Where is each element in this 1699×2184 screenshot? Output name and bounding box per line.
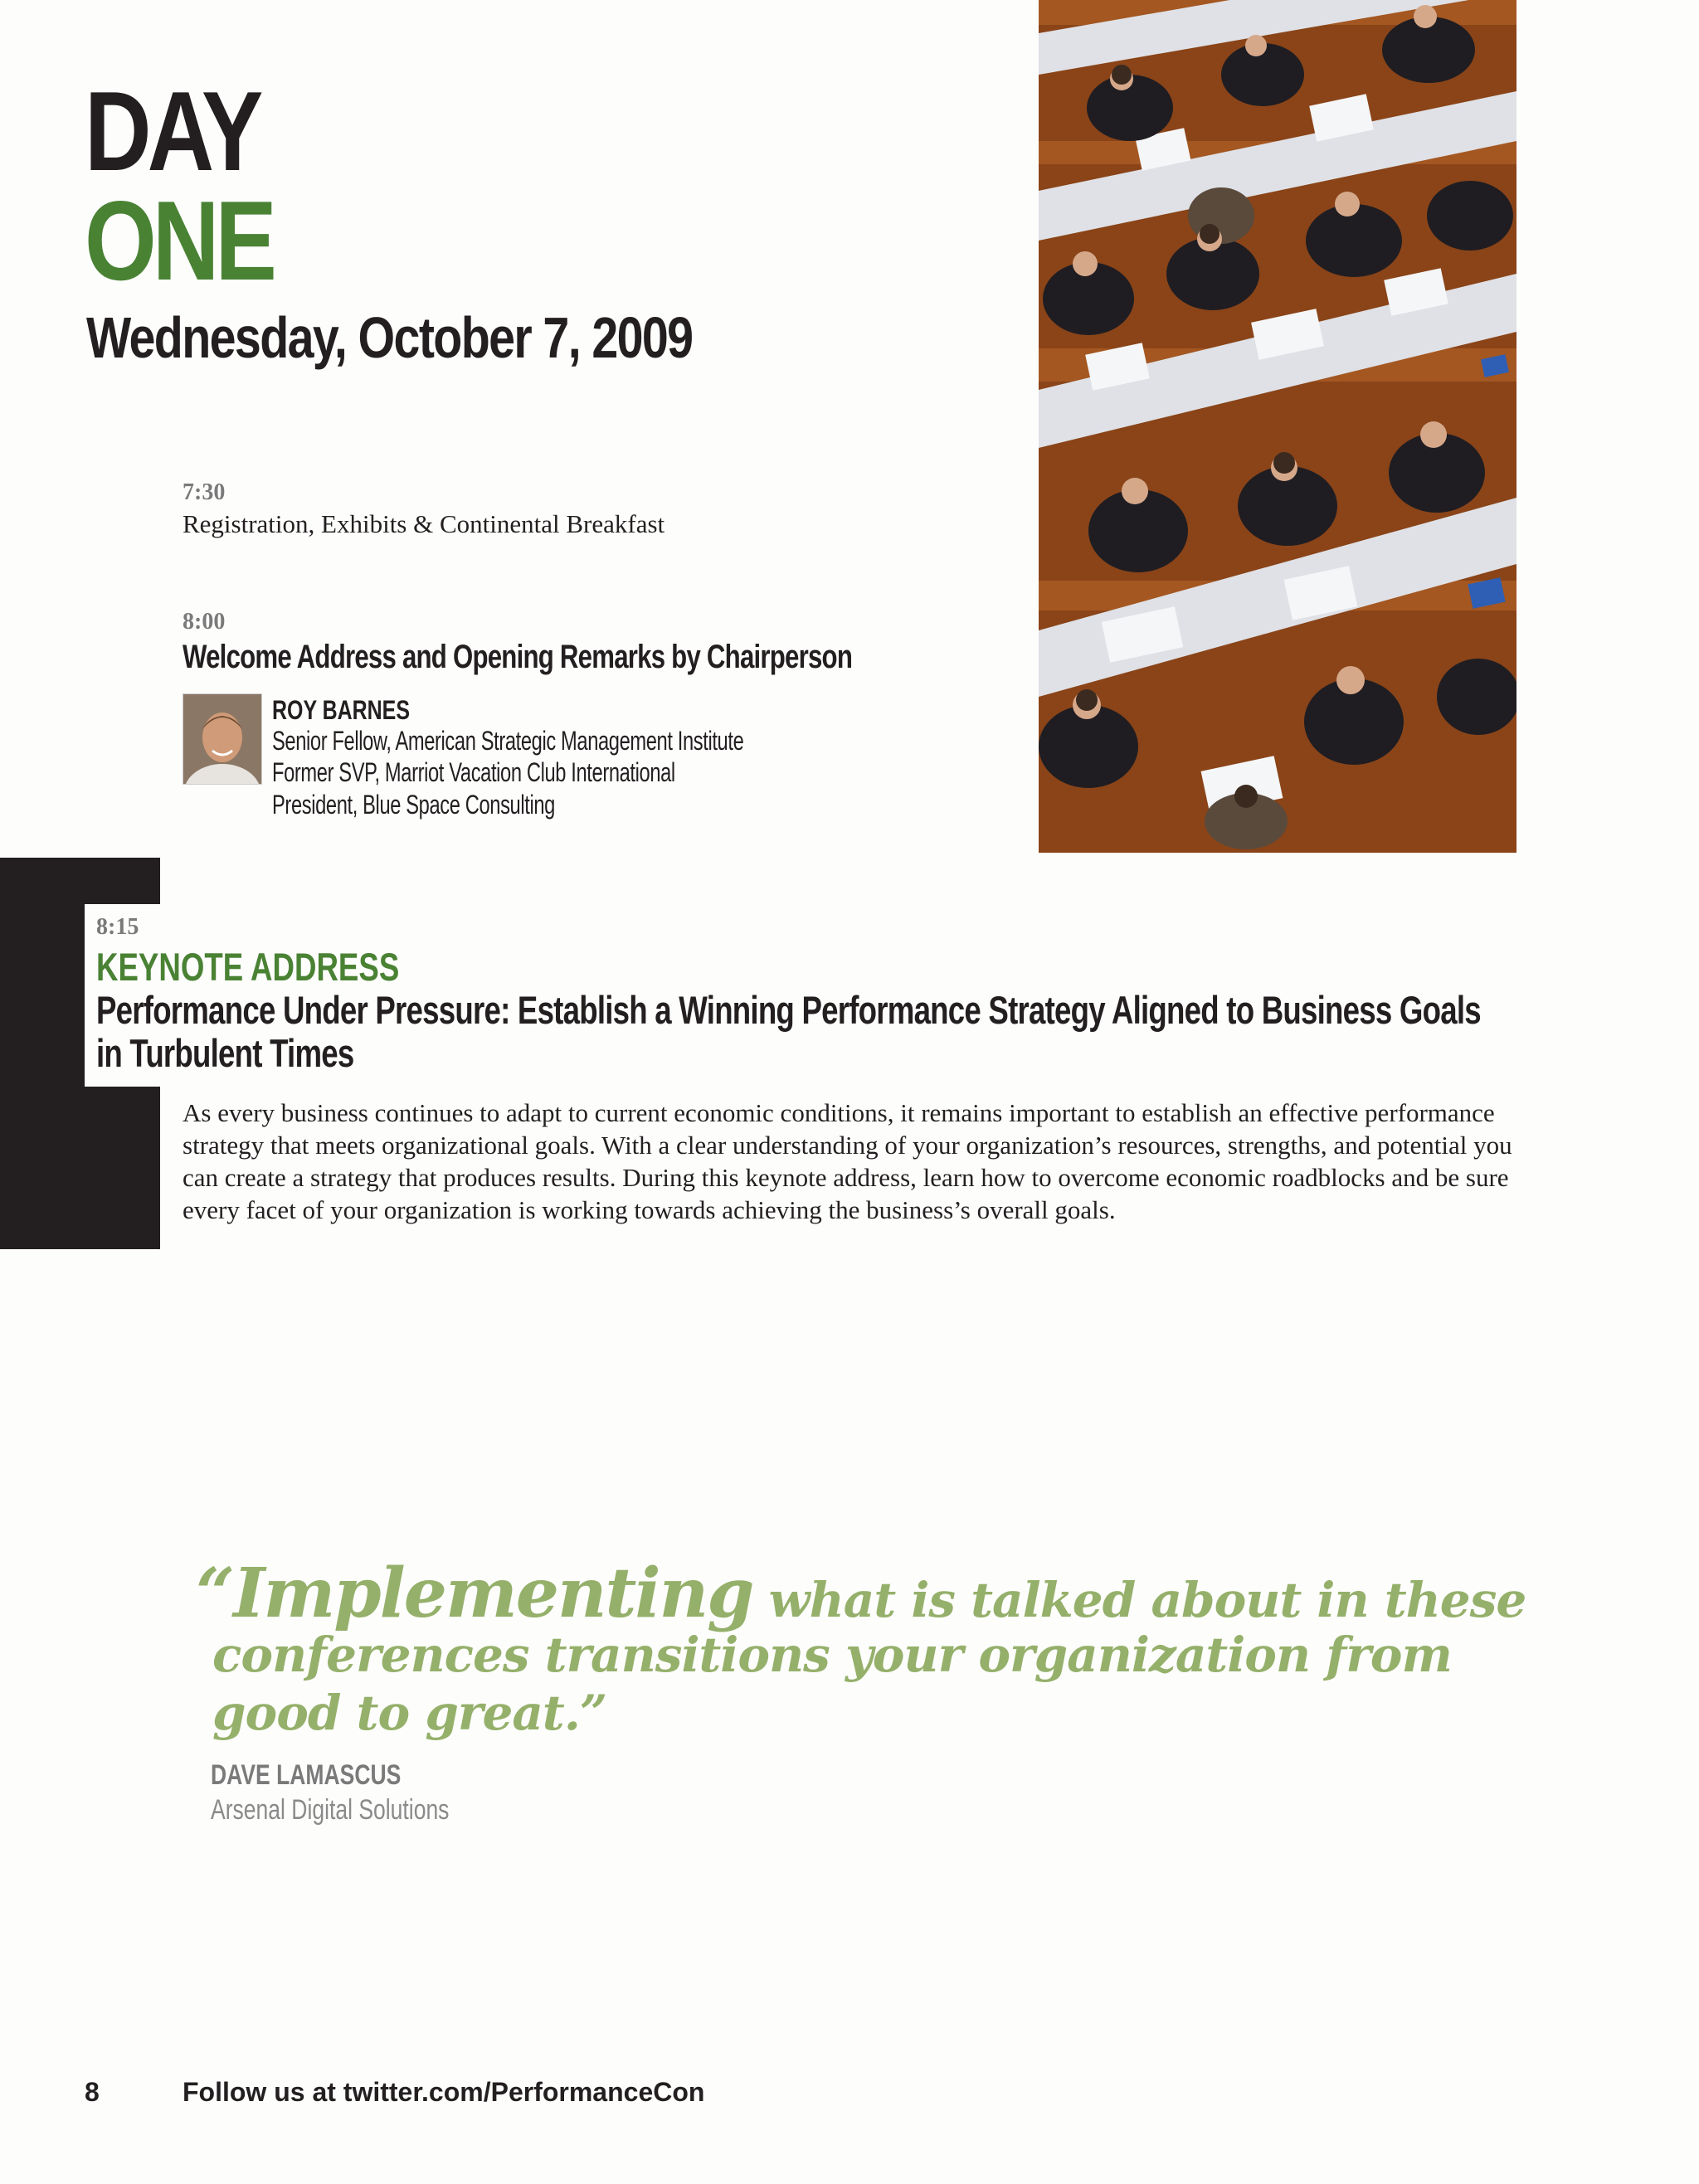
conference-audience-photo: [1039, 0, 1516, 853]
testimonial-quote-emphasis: “Implementing: [196, 1554, 753, 1633]
one-heading: ONE: [85, 178, 273, 304]
schedule-time-800: 8:00: [183, 609, 226, 635]
schedule-title-registration: Registration, Exhibits & Continental Breakfast: [183, 509, 665, 538]
footer-twitter-follow: Follow us at twitter.com/PerformanceCon: [183, 2077, 705, 2107]
speaker-headshot: [183, 693, 262, 785]
schedule-time-815: 8:15: [96, 914, 139, 940]
speaker-title-line: President, Blue Space Consulting: [272, 790, 555, 820]
testimonial-author: DAVE LAMASCUS: [211, 1759, 402, 1791]
speaker-title-line: Senior Fellow, American Strategic Management Institute: [272, 726, 744, 756]
day-heading: DAY: [85, 68, 260, 194]
keynote-title-continued: in Turbulent Times: [96, 1031, 354, 1075]
testimonial-quote-line: [196, 1554, 1526, 1633]
testimonial-quote-line: conferences transitions your organization from: [212, 1627, 1452, 1683]
speaker-title-line: Former SVP, Marriot Vacation Club International: [272, 757, 675, 787]
testimonial-quote-line: good to great.”: [212, 1685, 607, 1741]
schedule-title-welcome: Welcome Address and Opening Remarks by Chairperson: [183, 639, 853, 675]
testimonial-organization: Arsenal Digital Solutions: [211, 1794, 450, 1826]
event-date: Wednesday, October 7, 2009: [86, 305, 693, 370]
testimonial-quote-text: what is talked about in these: [752, 1572, 1526, 1628]
schedule-time-730: 7:30: [183, 479, 226, 505]
speaker-name: ROY BARNES: [272, 695, 410, 725]
page-number: 8: [85, 2077, 100, 2107]
keynote-title: Performance Under Pressure: Establish a Winning Performance Strategy Aligned to Business Goals: [96, 988, 1481, 1032]
keynote-label: KEYNOTE ADDRESS: [96, 945, 400, 989]
keynote-description: As every business continues to adapt to current economic conditions, it remains important to establish an effective performance strategy that meets organizational goals. With a clear understanding of your organization’s resources, strengths, and potential you can create a strategy that produces results. During this keynote address, learn how to overcome economic roadblocks and be sure every facet of your organization is working towards achieving the business’s overall goals.: [183, 1098, 1512, 1224]
